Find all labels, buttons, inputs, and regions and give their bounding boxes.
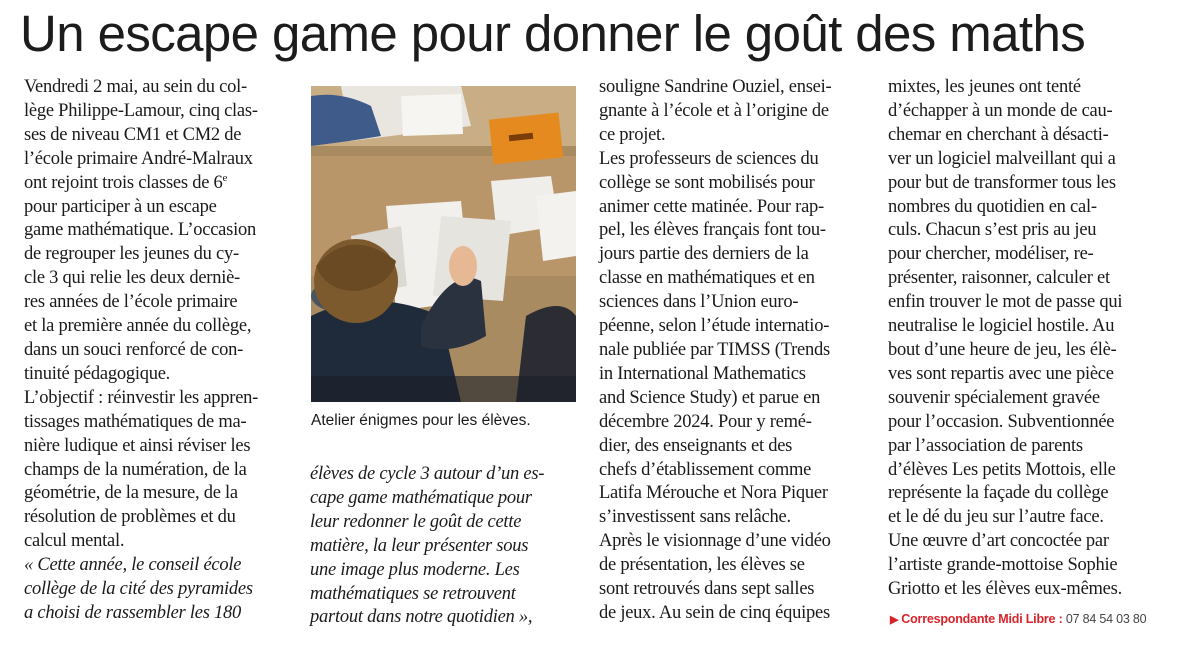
col4-line: enfin trouver le mot de passe qui	[888, 292, 1123, 313]
col3-line: de jeux. Au sein de cinq équipes	[599, 602, 830, 623]
col3-line: décembre 2024. Pour y remé-	[599, 411, 812, 432]
col4-line: Une œuvre d’art concoctée par	[888, 531, 1109, 552]
col3-line: péenne, selon l’étude internatio-	[599, 316, 830, 337]
col3-line: Les professeurs de sciences du	[599, 148, 819, 169]
headline: Un escape game pour donner le goût des maths	[20, 5, 1086, 62]
col2-line: cape game mathématique pour	[310, 487, 532, 508]
col1-line: pour participer à un escape	[24, 196, 217, 217]
col1-line: champs de la numération, de la	[24, 459, 247, 480]
col2-line: partout dans notre quotidien »,	[310, 607, 533, 628]
col1-line: Vendredi 2 mai, au sein du col-	[24, 77, 247, 97]
col4-line: nombres du quotidien en cal-	[888, 196, 1097, 217]
col3-line: sciences dans l’Union euro-	[599, 292, 799, 313]
credit-phone: 07 84 54 03 80	[1065, 612, 1147, 626]
col3-line: collège se sont mobilisés pour	[599, 172, 815, 193]
col1-line: l’école primaire André-Malraux	[24, 148, 253, 169]
col2-line: mathématiques se retrouvent	[310, 583, 516, 604]
col1-line: géométrie, de la mesure, de la	[24, 483, 238, 504]
col4-line: d’échapper à un monde de cau-	[888, 100, 1113, 121]
photo-caption: Atelier énigmes pour les élèves.	[311, 412, 531, 429]
col4-line: culs. Chacun s’est pris au jeu	[888, 220, 1097, 241]
correspondent-credit	[890, 612, 1146, 626]
col4-line: ves sont repartis avec une pièce	[888, 363, 1114, 384]
col3-line: and Science Study) et parue en	[599, 387, 821, 408]
col3-line: s’investissent sans relâche.	[599, 507, 791, 528]
col4-line: et le dé du jeu sur l’autre face.	[888, 507, 1104, 528]
col2-line: élèves de cycle 3 autour d’un es-	[310, 464, 545, 484]
col3-line: dier, des enseignants et des	[599, 435, 793, 456]
col3-line: de présentation, les élèves se	[599, 555, 805, 576]
col3-line: gnante à l’école et à l’origine de	[599, 100, 829, 121]
article-column-2	[310, 463, 578, 630]
col4-line: souvenir spécialement gravée	[888, 387, 1100, 408]
col3-line: animer cette matinée. Pour rap-	[599, 196, 824, 217]
col1-line: calcul mental.	[24, 531, 125, 552]
col4-line: neutralise le logiciel hostile. Au	[888, 316, 1115, 337]
col1-line: « Cette année, le conseil école	[24, 555, 242, 576]
col4-line: pour chercher, modéliser, re-	[888, 244, 1094, 265]
col1-line: L’objectif : réinvestir les appren-	[24, 387, 259, 408]
col1-line: res années de l’école primaire	[24, 292, 238, 313]
col1-line: tinuité pédagogique.	[24, 363, 171, 384]
article-photo	[311, 86, 576, 402]
col3-line: pel, les élèves français font tou-	[599, 220, 826, 241]
col4-line: l’artiste grande-mottoise Sophie	[888, 555, 1118, 576]
article-column-4	[888, 76, 1160, 602]
col1-line: nière ludique et ainsi réviser les	[24, 435, 251, 456]
col2-line: matière, la leur présenter sous	[310, 535, 529, 556]
col1-line: dans un souci renforcé de con-	[24, 339, 244, 360]
col1-line: cle 3 qui relie les deux derniè-	[24, 268, 240, 289]
col4-line: par l’association de parents	[888, 435, 1083, 456]
triangle-right-icon: ▶	[890, 614, 899, 626]
col1-line: résolution de problèmes et du	[24, 507, 236, 528]
col4-line: ver un logiciel malveillant qui a	[888, 148, 1116, 169]
article-column-3	[599, 76, 869, 626]
col3-line: chefs d’établissement comme	[599, 459, 812, 480]
col1-line: ont rejoint trois classes de 6e	[24, 171, 228, 193]
col1-line: collège de la cité des pyramides	[24, 579, 253, 600]
col4-line: bout d’une heure de jeu, les élè-	[888, 339, 1117, 360]
col3-line: nale publiée par TIMSS (Trends	[599, 339, 830, 360]
col1-line: a choisi de rassembler les 180	[24, 602, 242, 623]
col3-line: jours partie des derniers de la	[599, 244, 809, 265]
article-column-1	[24, 76, 292, 626]
col2-line: une image plus moderne. Les	[310, 559, 520, 580]
col1-line: ses de niveau CM1 et CM2 de	[24, 124, 242, 145]
col3-line: Après le visionnage d’une vidéo	[599, 531, 831, 552]
grade-superscript: e	[222, 171, 228, 184]
col3-line: Latifa Mérouche et Nora Piquer	[599, 483, 828, 504]
col1-line: lège Philippe-Lamour, cinq clas-	[24, 100, 258, 121]
col4-line: présenter, raisonner, calculer et	[888, 268, 1110, 289]
col4-line: chemar en cherchant à désacti-	[888, 124, 1109, 145]
col1-line: de regrouper les jeunes du cy-	[24, 244, 239, 265]
col4-line: pour l’occasion. Subventionnée	[888, 411, 1115, 432]
credit-label: Correspondante Midi Libre :	[901, 612, 1063, 626]
col3-line: in International Mathematics	[599, 363, 806, 384]
col4-line: Griotto et les élèves eux-mêmes.	[888, 579, 1122, 600]
col4-line: mixtes, les jeunes ont tenté	[888, 77, 1081, 97]
col3-line: classe en mathématiques et en	[599, 268, 815, 289]
col4-line: d’élèves Les petits Mottois, elle	[888, 459, 1116, 480]
col3-line: ce projet.	[599, 124, 666, 145]
col3-line: souligne Sandrine Ouziel, ensei-	[599, 77, 832, 97]
col1-line: et la première année du collège,	[24, 316, 252, 337]
col1-line: tissages mathématiques de ma-	[24, 411, 247, 432]
col4-line: pour but de transformer tous les	[888, 172, 1116, 193]
col1-line: game mathématique. L’occasion	[24, 220, 256, 241]
col2-line: leur redonner le goût de cette	[310, 511, 522, 532]
col3-line: sont retrouvés dans sept salles	[599, 579, 815, 600]
col4-line: représente la façade du collège	[888, 483, 1109, 504]
